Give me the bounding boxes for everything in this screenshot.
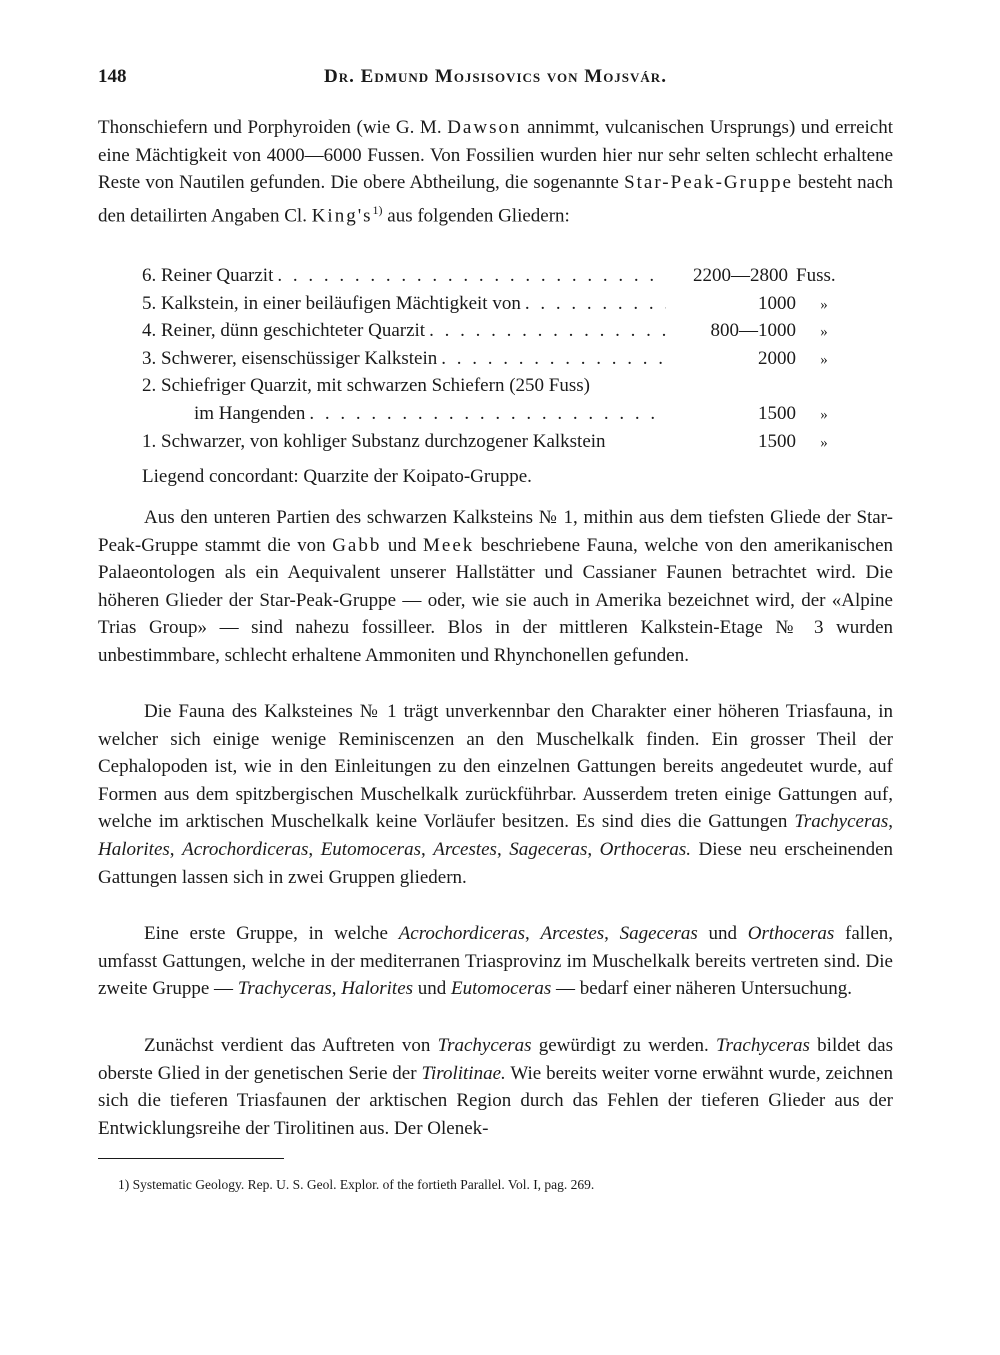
text-run: und [413, 978, 452, 1000]
strata-unit: » [820, 434, 828, 451]
genus-name: Tirolitinae. [421, 1062, 506, 1084]
page-number: 148 [98, 66, 127, 87]
genus-name: Trachyceras [794, 811, 889, 833]
strata-item-3 [142, 345, 852, 373]
text-run: Diese neu erscheinenden Gattungen lassen sich in zwei Gruppen gliedern. [98, 838, 894, 888]
leader-dots [425, 317, 666, 345]
leader-dots [273, 262, 658, 290]
text-run: Eine erste Gruppe, in welche [144, 923, 399, 944]
genus-name: Orthoceras. [599, 838, 691, 860]
text-run: beschriebene Fauna, welche von den amerikanischen Palaeontologen als ein Aequivalent unserer Hallstätter und Cassianer Faunen betrachtet wird. Die höheren Glieder der Star-Peak-Gruppe — oder, wie sie auch in Amerika bezeichnet wird, der «Alpine Trias Group» — sind nahezu fossilleer. Blos in der mittleren Kalkstein-Etage № 3 wurden unbestimmbare, schlecht erhaltene Ammoniten und Rhynchonellen gefunden. [98, 534, 893, 666]
strata-label: 2. Schiefriger Quarzit, mit schwarzen Schiefern (250 Fuss) [142, 375, 590, 397]
footnote: 1) Systematic Geology. Rep. U. S. Geol. Explor. of the fortieth Parallel. Vol. I, pag. 269. [118, 1177, 595, 1192]
strata-item-2 [142, 372, 852, 400]
text-run: und [697, 923, 748, 944]
strata-thickness: 1000 [758, 292, 796, 314]
paragraph-fauna-character [98, 698, 893, 891]
strata-item-4 [142, 317, 852, 345]
strata-thickness: 2000 [758, 347, 796, 369]
strata-item-1 [142, 428, 852, 456]
text-run: , [420, 838, 434, 860]
page-header [98, 66, 893, 96]
strata-label: 5. Kalkstein, in einer beiläufigen Mächtigkeit von [142, 292, 521, 314]
strata-thickness: 1500 [758, 402, 796, 424]
text-run: fallen, umfasst Gattungen, welche in der mediterranen Triasprovinz im Muschelkalk bereits vertreten sind. Die zweite Gruppe — [98, 923, 894, 1000]
liegend-line: Liegend concordant: Quarzite der Koipato-Gruppe. [142, 466, 532, 487]
term-star-peak-gruppe: Star-Peak-Gruppe [624, 172, 793, 194]
text-run: , [331, 978, 342, 1000]
leader-dots [437, 345, 666, 373]
leader-dots [521, 290, 666, 318]
genus-name: Sageceras [619, 923, 698, 944]
strata-unit: » [820, 351, 828, 368]
genus-name: Eutomoceras [320, 838, 421, 860]
genus-name: Orthoceras [747, 923, 835, 944]
leader-dots [305, 400, 666, 428]
text-run: Thonschiefern und Porphyroiden (wie G. M. [98, 117, 448, 138]
strata-label-continuation: im Hangenden [194, 402, 306, 424]
text-run: und [381, 534, 423, 556]
genus-name: Trachyceras [437, 1035, 532, 1056]
footnote-reference: 1) [372, 202, 383, 217]
text-run: , [496, 838, 510, 860]
paragraph-fauna-origin [98, 504, 893, 670]
author-gabb: Gabb [332, 534, 382, 556]
text-run: , [308, 838, 321, 860]
genus-name: Sageceras [509, 838, 588, 860]
author-king: King's [311, 205, 373, 227]
text-run: , [169, 838, 183, 860]
text-run: Zunächst verdient das Auftreten von [144, 1035, 438, 1056]
genus-name: Arcestes [433, 838, 497, 860]
strata-unit: » [820, 296, 828, 313]
strata-thickness: 1500 [758, 430, 796, 452]
author-meek: Meek [423, 534, 475, 556]
strata-label: 4. Reiner, dünn geschichteter Quarzit [142, 320, 426, 342]
strata-item-6 [142, 262, 852, 290]
text-run: , [604, 923, 620, 944]
text-run: besteht nach den detailirten Angaben Cl. [98, 172, 893, 227]
strata-label: 1. Schwarzer, von kohliger Substanz durchzogener Kalkstein [142, 430, 606, 452]
strata-label: 3. Schwerer, eisenschüssiger Kalkstein [142, 347, 438, 369]
genus-name: Acrochordiceras [182, 838, 309, 860]
text-run: Wie bereits weiter vorne erwähnt wurde, zeichnen sich die tieferen Triasfaunen der arktischen Region durch das Fehlen der tieferen Glieder aus der Entwicklungsreihe der Tirolitinen aus. Der Olenek- [98, 1062, 893, 1139]
strata-unit: » [820, 324, 828, 341]
footnote-divider [98, 1158, 284, 1159]
strata-label: 6. Reiner Quarzit [142, 265, 274, 286]
strata-thickness: 800—1000 [710, 320, 796, 342]
paragraph-first-group [98, 920, 893, 1003]
text-run: Aus den unteren Partien des schwarzen Kalksteins № 1, mithin aus dem tiefsten Gliede der Star-Peak-Gruppe stammt die von [98, 507, 893, 556]
strata-item-2-continuation [142, 400, 852, 428]
text-run: , [888, 811, 893, 833]
strata-item-5 [142, 290, 852, 318]
text-run: Die Fauna des Kalksteines № 1 trägt unverkennbar den Charakter einer höheren Triasfauna, in welcher sich einige wenige Reminiscenzen an den Muschelkalk finden. Ein grosser Theil der Cephalopoden ist, wie in den Einleitungen zu den einzelnen Gattungen bereits angedeutet wurde, auf Formen aus dem spitzbergischen Muschelkalk zurückführbar. Ausserdem treten einige Gattungen auf, welche im arktischen Muschelkalk keine Vorläufer besitzen. Es sind dies die Gattungen [98, 701, 893, 833]
running-title: Dr. Edmund Mojsisovics von Mojsvár. [324, 66, 667, 87]
strata-unit: Fuss. [796, 265, 836, 286]
text-run: — bedarf einer näheren Untersuchung. [551, 978, 853, 1000]
author-dawson: Dawson [447, 117, 522, 138]
strata-unit: » [820, 406, 828, 423]
genus-name: Trachyceras [716, 1035, 810, 1056]
paragraph-trachyceras [98, 1032, 893, 1142]
genus-name: Acrochordiceras [398, 923, 525, 944]
strata-thickness: 2200—2800 [693, 265, 788, 286]
text-run: , [524, 923, 541, 944]
genus-name: Eutomoceras [451, 978, 552, 1000]
text-run: , [587, 838, 600, 860]
text-run: aus folgenden Gliedern: [382, 205, 570, 227]
genus-name: Halorites [98, 838, 170, 860]
text-run: bildet das oberste Glied in der genetischen Serie der [98, 1035, 893, 1084]
genus-name: Arcestes [540, 923, 605, 944]
paragraph-star-peak-intro [98, 114, 893, 230]
text-run: gewürdigt zu werden. [531, 1035, 717, 1056]
strata-list [142, 262, 852, 455]
genus-name: Halorites [341, 978, 414, 1000]
text-run: annimmt, vulcanischen Ursprungs) und erreicht eine Mächtigkeit von 4000—6000 Fussen. Von Fossilien wurden hier nur sehr selten schlecht erhaltene Reste von Nautilen gefunden. Die obere Abtheilung, die sogenannte [98, 117, 894, 194]
genus-name: Trachyceras [237, 978, 332, 1000]
